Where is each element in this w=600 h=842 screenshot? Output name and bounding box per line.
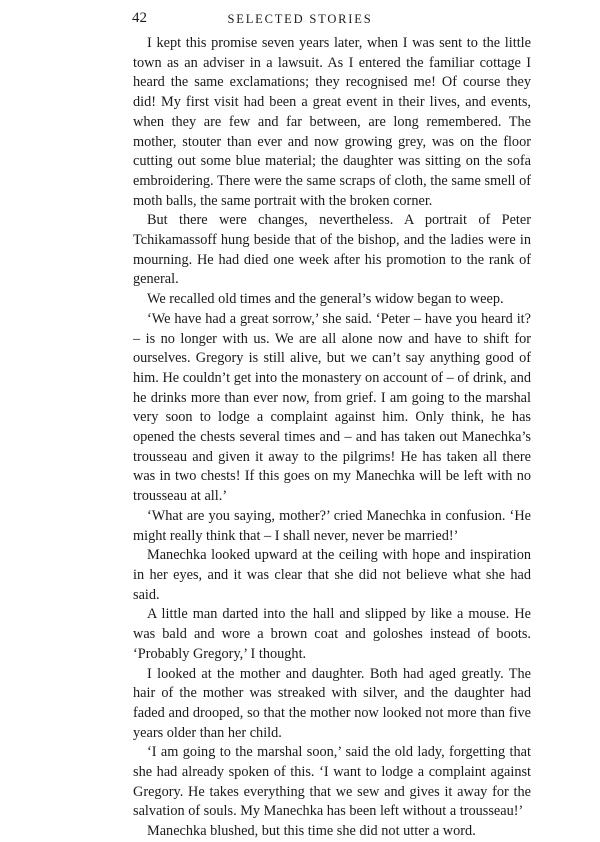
paragraph: Manechka looked upward at the ceiling with hope and inspiration in her eyes, and it was clear that she did not believe what she had said. xyxy=(133,547,531,603)
paragraph: Manechka blushed, but this time she did not utter a word. xyxy=(147,823,476,840)
paragraph: I kept this promise seven years later, when I was sent to the little town as an adviser in a lawsuit. As I entered the familiar cottage I heard the same exclamations; they recognised me! Of course they did! My first visit had been a great event in their lives, and events, when they are few and far between, are long remembered. The mother, stouter than ever and now growing grey, was on the floor cutting out some blue material; the daughter was sitting on the sofa embroidering. There were the same scraps of cloth, the same smell of moth balls, the same portrait with the broken corner. xyxy=(133,35,531,209)
paragraph: ‘We have had a great sorrow,’ she said. ‘Peter – have you heard it? – is no longer with us. We are all alone now and have to shift for ourselves. Gregory is still alive, but we can’t say anything good of him. He couldn’t get into the monastery on account of – of drink, and he drinks more than ever now, from grief. I am going to the marshal very soon to lodge a complaint against him. Only think, he has opened the chests several times and – and has taken out Manechka’s trousseau and given it away to the pilgrims! He has taken all there was in two chests! If this goes on my Manechka will be left with no trousseau at all.’ xyxy=(133,310,531,505)
paragraph: ‘What are you saying, mother?’ cried Manechka in confusion. ‘He might really think that – I shall never, never be married!’ xyxy=(133,507,531,544)
paragraph: We recalled old times and the general’s widow began to weep. xyxy=(147,291,504,308)
paragraph: ‘I am going to the marshal soon,’ said the old lady, forgetting that she had already spoken of this. ‘I want to lodge a complaint against Gregory. He takes everything that we sew and gives it away for the salvation of souls. My Manechka has been left without a trousseau!’ xyxy=(133,744,531,820)
running-title: SELECTED STORIES xyxy=(227,12,373,26)
paragraph: A little man darted into the hall and slipped by like a mouse. He was bald and wore a brown coat and goloshes instead of boots. ‘Probably Gregory,’ I thought. xyxy=(133,606,531,662)
page-number: 42 xyxy=(132,10,147,26)
body-text xyxy=(133,34,531,842)
paragraph: I looked at the mother and daughter. Both had aged greatly. The hair of the mother was streaked with silver, and the daughter had faded and drooped, so that the mother now looked not more than five years older than her child. xyxy=(133,665,531,741)
page-header xyxy=(0,8,600,28)
paragraph: But there were changes, nevertheless. A portrait of Peter Tchikamassoff hung beside that of the bishop, and the ladies were in mourning. He had died one week after his promotion to the rank of general. xyxy=(133,212,531,288)
